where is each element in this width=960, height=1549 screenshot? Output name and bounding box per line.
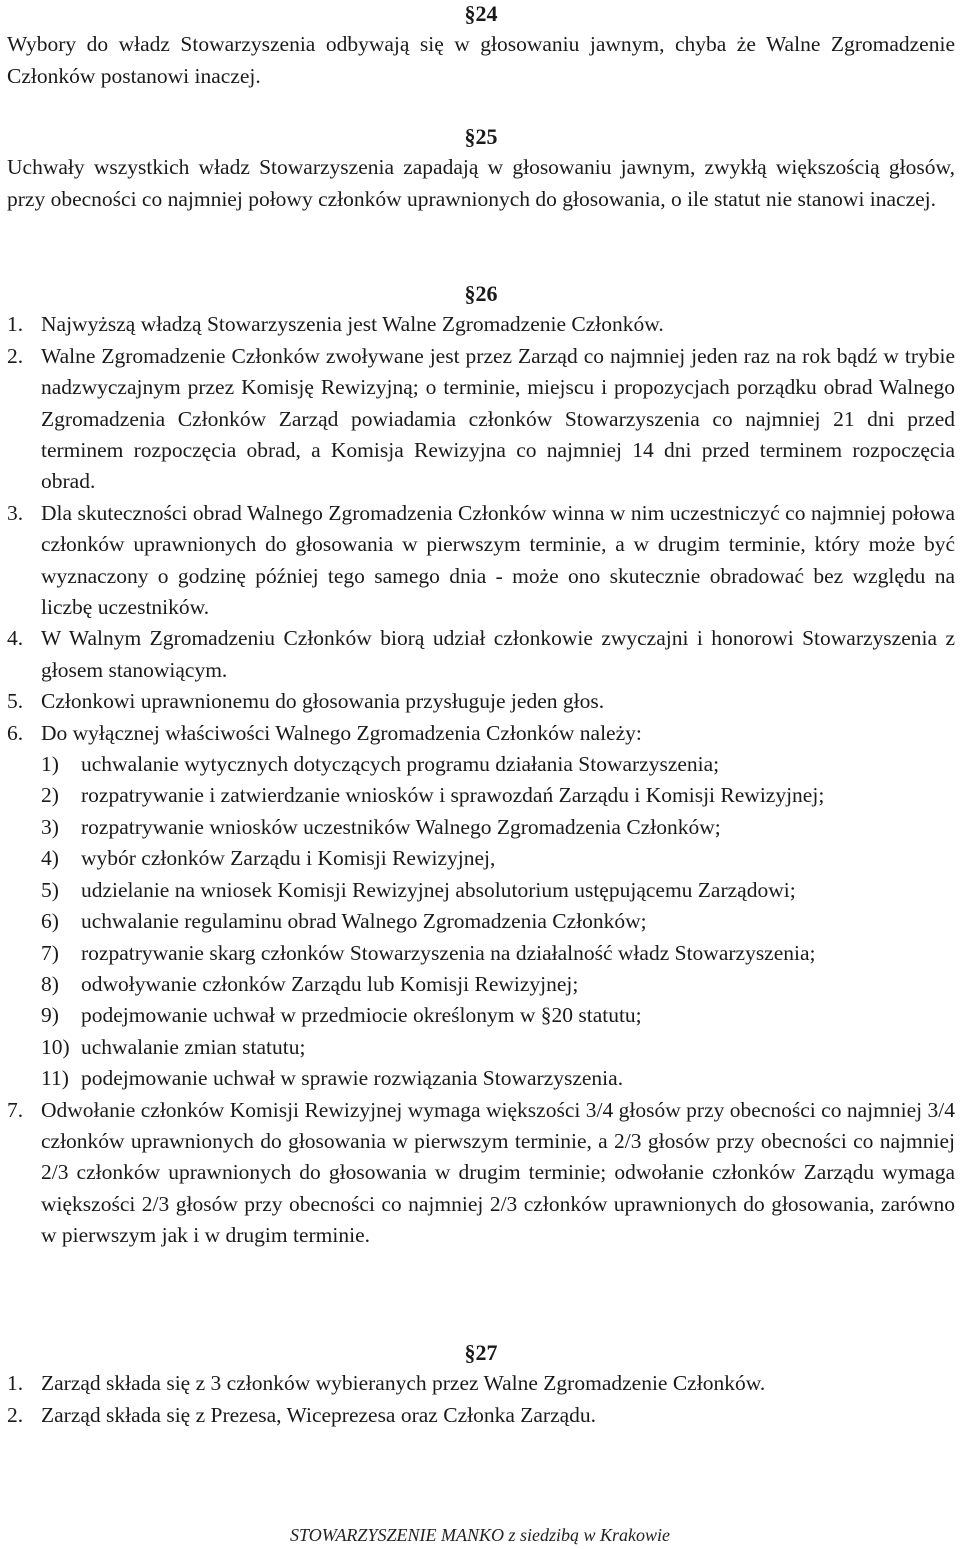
sub-item-text: rozpatrywanie wniosków uczestników Walnego Zgromadzenia Członków; — [81, 814, 721, 839]
sub-item-text: podejmowanie uchwał w przedmiocie określonym w §20 statutu; — [81, 1003, 642, 1028]
list-item — [7, 309, 955, 340]
sub-item-text: rozpatrywanie i zatwierdzanie wniosków i sprawozdań Zarządu i Komisji Rewizyjnej; — [81, 783, 825, 808]
sub-item-number: 11) — [41, 1066, 69, 1091]
sub-item-text: odwoływanie członków Zarządu lub Komisji Rewizyjnej; — [81, 971, 579, 996]
item-text: Do wyłącznej właściwości Walnego Zgromadzenia Członków należy: — [41, 720, 642, 745]
list-item — [7, 623, 955, 686]
list-item — [7, 1095, 955, 1252]
sub-item-number: 7) — [41, 940, 59, 965]
sub-item-number: 1) — [41, 752, 59, 777]
section-text: Wybory do władz Stowarzyszenia odbywają się w głosowaniu jawnym, chyba że Walne Zgromadzenie Członków postanowi inaczej. — [7, 32, 955, 88]
item-text: Zarząd składa się z Prezesa, Wiceprezesa oraz Członka Zarządu. — [41, 1402, 597, 1427]
section-heading: §25 — [464, 124, 498, 149]
sub-item-number: 2) — [41, 783, 59, 808]
sub-item-number: 10) — [41, 1034, 70, 1059]
sub-item-number: 8) — [41, 971, 59, 996]
item-number: 1. — [7, 312, 24, 337]
sub-list-item — [7, 780, 955, 811]
sub-item-number: 3) — [41, 814, 59, 839]
item-number: 6. — [7, 720, 24, 745]
sub-item-number: 9) — [41, 1003, 59, 1028]
item-text: Zarząd składa się z 3 członków wybieranych przez Walne Zgromadzenie Członków. — [41, 1371, 766, 1396]
section-text: Uchwały wszystkich władz Stowarzyszenia zapadają w głosowaniu jawnym, zwykłą większością głosów, przy obecności co najmniej połowy członków uprawnionych do głosowania, o ile statut nie stanowi inaczej. — [7, 155, 955, 211]
sub-list-item — [7, 969, 955, 1000]
item-text: W Walnym Zgromadzeniu Członków biorą udział członkowie zwyczajni i honorowi Stowarzyszenia z głosem stanowiącym. — [41, 626, 955, 682]
item-text: Walne Zgromadzenie Członków zwoływane jest przez Zarząd co najmniej jeden raz na rok bądź w trybie nadzwyczajnym przez Komisję Rewizyjną; o terminie, miejscu i propozycjach porządku obrad Walnego Zgromadzenia Członków Zarząd powiadamia członków Stowarzyszenia co najmniej 21 dni przed terminem rozpoczęcia obrad, a Komisja Rewizyjna co najmniej 14 dni przed terminem rozpoczęcia obrad. — [41, 343, 955, 494]
list-item — [7, 718, 955, 749]
sub-list-item — [7, 843, 955, 874]
sub-item-number: 5) — [41, 877, 59, 902]
sub-item-text: wybór członków Zarządu i Komisji Rewizyjnej, — [81, 846, 496, 871]
section-heading: §27 — [464, 1340, 498, 1365]
section-24 — [7, 0, 955, 92]
sub-list-item — [7, 812, 955, 843]
sub-item-text: uchwalanie zmian statutu; — [81, 1034, 306, 1059]
item-text: Dla skuteczności obrad Walnego Zgromadzenia Członków winna w nim uczestniczyć co najmniej połowa członków uprawnionych do głosowania w pierwszym terminie, a w drugim terminie, który może być wyznaczony o godzinę później tego samego dnia - może ono skutecznie obradować bez względu na liczbę uczestników. — [41, 500, 955, 620]
sub-item-number: 6) — [41, 909, 59, 934]
item-number: 2. — [7, 1402, 24, 1427]
item-text: Najwyższą władzą Stowarzyszenia jest Walne Zgromadzenie Członków. — [41, 312, 664, 337]
list-item — [7, 1400, 955, 1431]
sub-list-item — [7, 1000, 955, 1031]
page-footer: STOWARZYSZENIE MANKO z siedzibą w Krakowie — [290, 1525, 670, 1545]
sub-item-text: udzielanie na wniosek Komisji Rewizyjnej absolutorium ustępującemu Zarządowi; — [81, 877, 796, 902]
item-number: 5. — [7, 689, 24, 714]
item-number: 1. — [7, 1371, 24, 1396]
list-item — [7, 341, 955, 498]
item-number: 7. — [7, 1097, 24, 1122]
section-26 — [7, 278, 955, 1252]
list-item — [7, 1368, 955, 1399]
sub-item-number: 4) — [41, 846, 59, 871]
item-number: 2. — [7, 343, 24, 368]
sub-item-text: uchwalanie regulaminu obrad Walnego Zgromadzenia Członków; — [81, 909, 647, 934]
list-item — [7, 686, 955, 717]
sub-item-text: rozpatrywanie skarg członków Stowarzyszenia na działalność władz Stowarzyszenia; — [81, 940, 816, 965]
sub-item-text: podejmowanie uchwał w sprawie rozwiązania Stowarzyszenia. — [81, 1066, 624, 1091]
item-number: 3. — [7, 500, 24, 525]
item-text: Odwołanie członków Komisji Rewizyjnej wymaga większości 3/4 głosów przy obecności co najmniej 3/4 członków uprawnionych do głosowania w pierwszym terminie, a 2/3 głosów przy obecności co najmniej 2/3 członków uprawnionych do głosowania w drugim terminie; odwołanie członków Zarządu wymaga większości 2/3 głosów przy obecności co najmniej 2/3 członków uprawnionych do głosowania, zarówno w pierwszym jak i w drugim terminie. — [41, 1097, 955, 1248]
section-heading: §26 — [464, 281, 498, 306]
sub-item-text: uchwalanie wytycznych dotyczących programu działania Stowarzyszenia; — [81, 752, 720, 777]
section-heading: §24 — [464, 1, 498, 26]
item-number: 4. — [7, 626, 24, 651]
section-27 — [7, 1337, 955, 1431]
item-text: Członkowi uprawnionemu do głosowania przysługuje jeden głos. — [41, 689, 605, 714]
list-item — [7, 498, 955, 624]
sub-list-item — [7, 938, 955, 969]
section-25 — [7, 121, 955, 215]
sub-list-item — [7, 749, 955, 780]
sub-list-item — [7, 906, 955, 937]
sub-list-item — [7, 875, 955, 906]
sub-list-item — [7, 1063, 955, 1094]
sub-list-item — [7, 1032, 955, 1063]
